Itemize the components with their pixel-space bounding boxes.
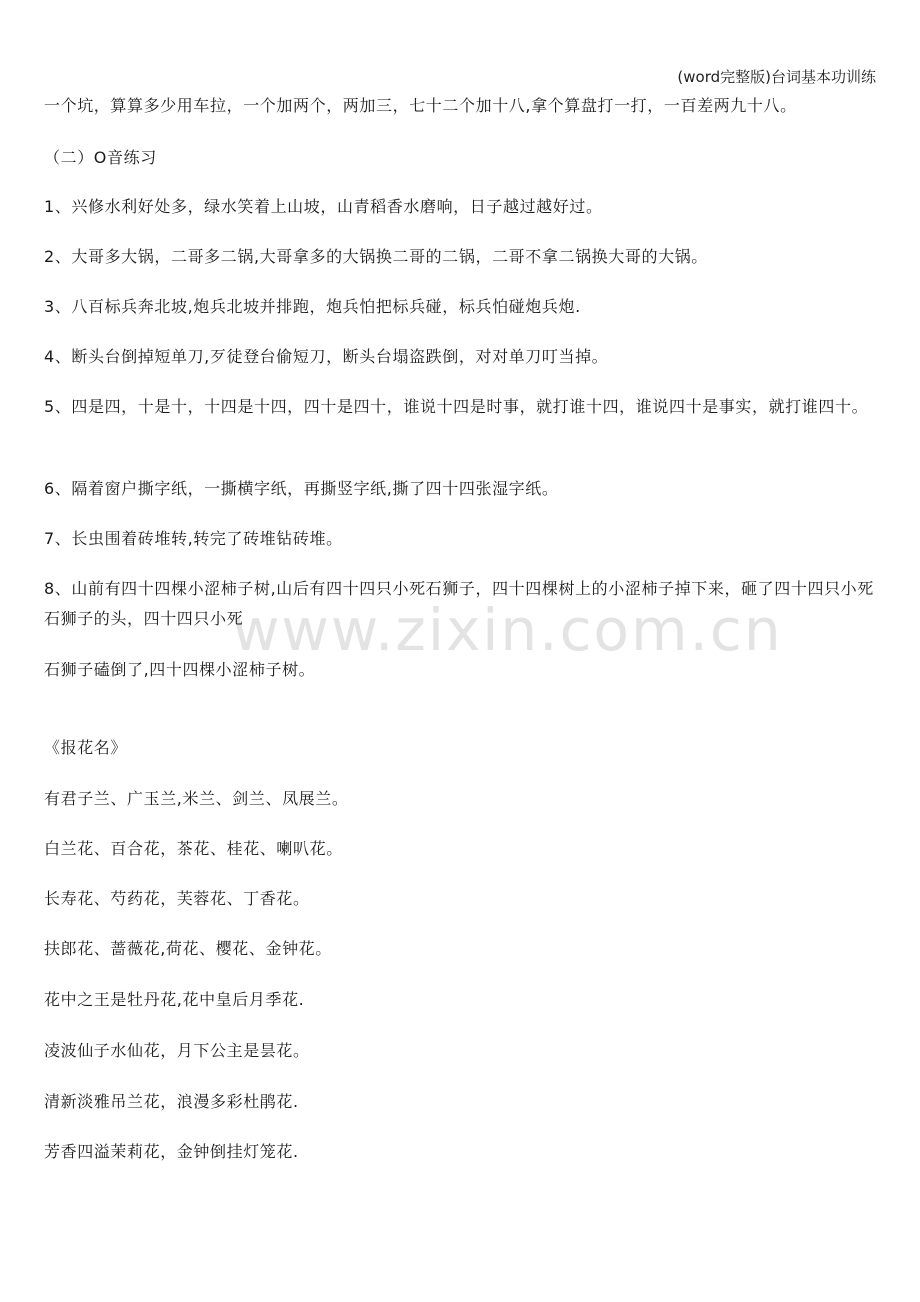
flower-line-4: 扶郎花、蔷薇花,荷花、樱花、金钟花。 [44, 939, 332, 958]
document-header: (word完整版)台词基本功训练 [677, 68, 876, 86]
flower-line-3: 长寿花、芍药花，芙蓉花、丁香花。 [44, 889, 310, 908]
exercise-5: 5、四是四，十是十，十四是十四，四十是四十，谁说十四是时事，就打谁十四，谁说四十是事实，就打谁四十。 [44, 397, 869, 416]
flower-line-8: 芳香四溢茉莉花，金钟倒挂灯笼花. [44, 1142, 299, 1161]
flower-line-2: 白兰花、百合花，茶花、桂花、喇叭花。 [44, 839, 343, 858]
exercise-7: 7、长虫围着砖堆转,转完了砖堆钻砖堆。 [44, 529, 343, 548]
flower-line-6: 凌波仙子水仙花，月下公主是昙花。 [44, 1041, 310, 1060]
exercise-3: 3、八百标兵奔北坡,炮兵北坡并排跑，炮兵怕把标兵碰，标兵怕碰炮兵炮. [44, 297, 581, 316]
exercise-6: 6、隔着窗户撕字纸，一撕横字纸，再撕竖字纸,撕了四十四张湿字纸。 [44, 479, 559, 498]
flower-line-5: 花中之王是牡丹花,花中皇后月季花. [44, 990, 305, 1009]
section-heading-o-sound: （二）O音练习 [44, 148, 157, 167]
flower-line-1: 有君子兰、广玉兰,米兰、剑兰、凤展兰。 [44, 789, 349, 808]
exercise-2: 2、大哥多大锅，二哥多二锅,大哥拿多的大锅换二哥的二锅，二哥不拿二锅换大哥的大锅。 [44, 247, 708, 266]
watermark: www.zixin.com.cn [232, 596, 783, 664]
exercise-1: 1、兴修水利好处多，绿水笑着上山坡，山青稻香水磨响，日子越过越好过。 [44, 197, 603, 216]
exercise-8-continued: 石狮子磕倒了,四十四棵小涩柿子树。 [44, 660, 316, 679]
flower-line-7: 清新淡雅吊兰花，浪漫多彩杜鹃花. [44, 1092, 299, 1111]
section-heading-flower-names: 《报花名》 [44, 738, 128, 757]
exercise-4: 4、断头台倒掉短单刀,歹徒登台偷短刀，断头台塌盗跌倒，对对单刀叮当掉。 [44, 347, 609, 366]
text-line-intro: 一个坑，算算多少用车拉，一个加两个，两加三，七十二个加十八,拿个算盘打一打，一百差两九十八。 [44, 96, 797, 115]
exercise-8: 8、山前有四十四棵小涩柿子树,山后有四十四只小死石狮子，四十四棵树上的小涩柿子掉下来，砸了四十四只小死石狮子的头，四十四只小死 [44, 579, 874, 628]
